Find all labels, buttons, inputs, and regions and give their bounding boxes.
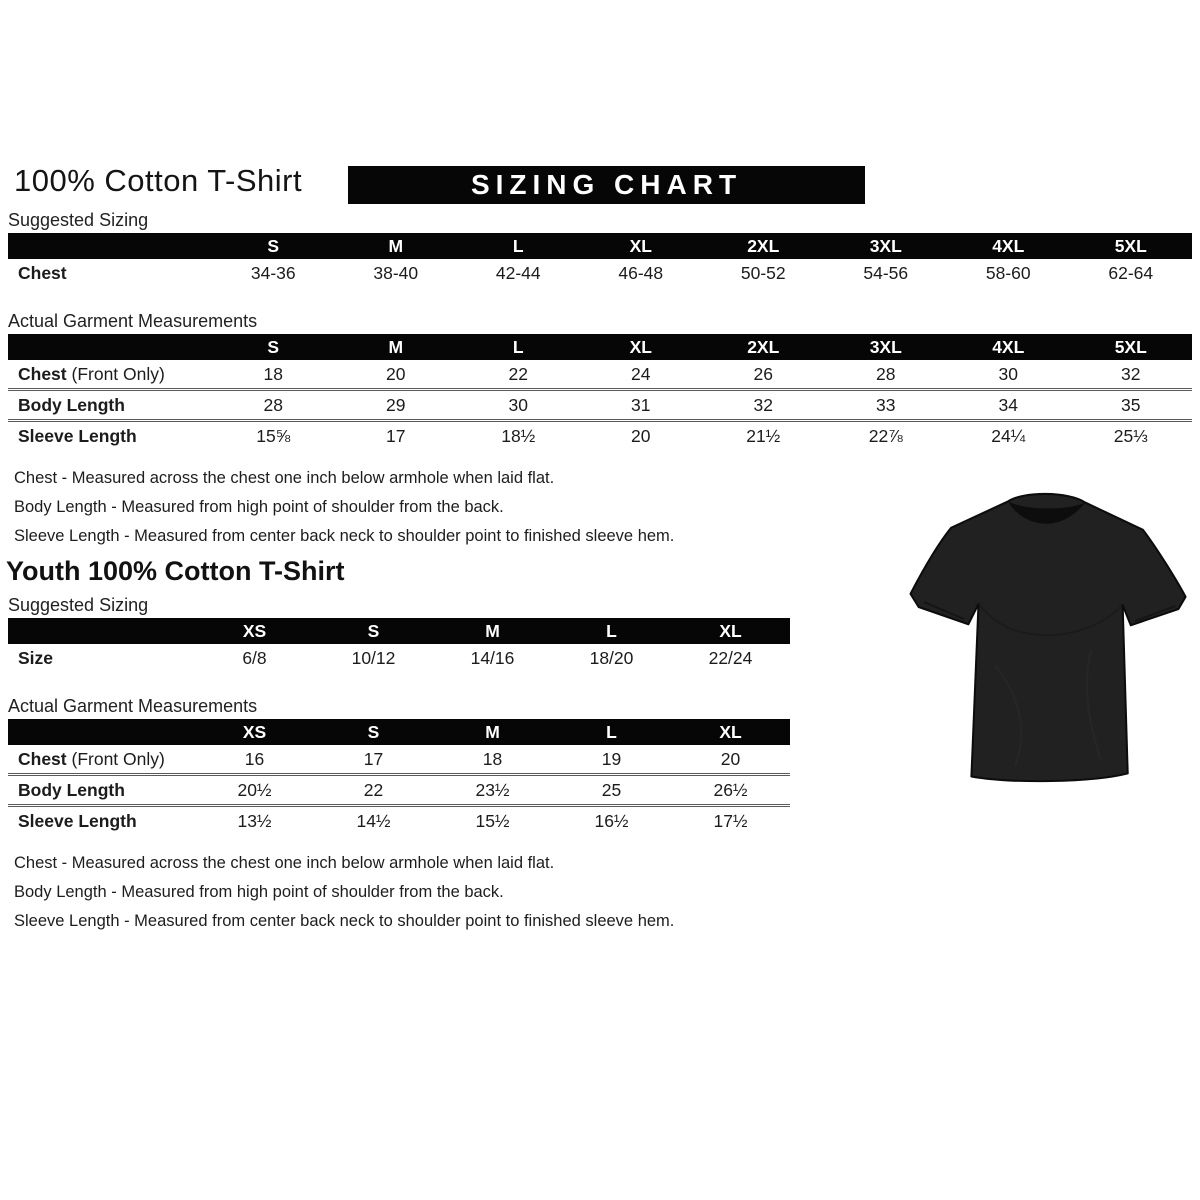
table-cell: 24¼ (991, 425, 1026, 446)
youth-measurement-notes (14, 849, 1200, 936)
column-header: S (212, 334, 335, 360)
table-row (8, 806, 790, 836)
column-header: L (552, 719, 671, 745)
table-cell: 22/24 (708, 647, 753, 668)
table-row (8, 775, 790, 806)
table-cell: 15½ (475, 810, 510, 831)
table-cell: 58-60 (985, 262, 1031, 283)
table-row (8, 360, 1192, 390)
tshirt-graphic (893, 472, 1198, 812)
table-cell: 23½ (433, 775, 552, 806)
table-cell: 24 (580, 360, 703, 390)
note-line: Chest - Measured across the chest one inch below armhole when laid flat. (14, 469, 555, 487)
youth-actual-measurements-label: Actual Garment Measurements (8, 696, 258, 716)
table-cell: 17 (314, 745, 433, 775)
table-cell: 29 (335, 390, 458, 421)
table-cell: 18½ (501, 425, 536, 446)
column-header: L (457, 233, 580, 259)
column-header: XS (195, 719, 314, 745)
corner-cell (8, 618, 195, 644)
column-header: XL (580, 334, 703, 360)
row-label: Sleeve Length (18, 810, 137, 831)
table-cell: 17 (386, 425, 406, 446)
row-label: Chest (Front Only) (8, 360, 212, 390)
column-header: 2XL (702, 334, 825, 360)
youth-suggested-sizing-table (8, 618, 790, 672)
table-cell: 33 (825, 390, 948, 421)
youth-suggested-sizing-label: Suggested Sizing (8, 595, 149, 615)
table-cell: 21½ (746, 425, 781, 446)
table-cell: 6/8 (242, 647, 267, 668)
row-label: Size (18, 647, 54, 668)
table-cell: 20 (631, 425, 651, 446)
table-cell: 28 (825, 360, 948, 390)
column-header: 5XL (1070, 334, 1193, 360)
table-row (8, 421, 1192, 451)
table-cell: 13½ (237, 810, 272, 831)
table-cell: 22 (314, 775, 433, 806)
column-header: XS (195, 618, 314, 644)
column-header: M (335, 334, 458, 360)
table-cell: 20 (335, 360, 458, 390)
table-cell: 18 (433, 745, 552, 775)
table-cell: 16½ (594, 810, 629, 831)
adult-suggested-sizing-label: Suggested Sizing (8, 210, 149, 230)
table-cell: 32 (702, 390, 825, 421)
column-header: 5XL (1070, 233, 1193, 259)
corner-cell (8, 334, 212, 360)
table-cell: 30 (947, 360, 1070, 390)
corner-cell (8, 233, 212, 259)
table-cell: 14/16 (470, 647, 515, 668)
row-label: Chest (Front Only) (8, 745, 195, 775)
table-cell: 26½ (671, 775, 790, 806)
note-line: Sleeve Length - Measured from center back neck to shoulder point to finished sleeve hem. (14, 912, 675, 930)
note-line: Chest - Measured across the chest one inch below armhole when laid flat. (14, 854, 555, 872)
adult-actual-measurements-table (8, 334, 1192, 450)
youth-actual-measurements-table (8, 719, 790, 835)
note-line: Body Length - Measured from high point of shoulder from the back. (14, 498, 504, 516)
sizing-chart-banner-text: SIZING CHART (470, 169, 743, 200)
youth-section-title: Youth 100% Cotton T-Shirt (6, 556, 345, 586)
table-cell: 31 (580, 390, 703, 421)
table-cell: 54-56 (863, 262, 909, 283)
table-cell: 17½ (713, 810, 748, 831)
table-row (8, 259, 1192, 287)
table-cell: 25⅓ (1113, 425, 1148, 446)
table-row (8, 644, 790, 672)
table-cell: 19 (552, 745, 671, 775)
table-cell: 32 (1070, 360, 1193, 390)
column-header: M (433, 618, 552, 644)
table-cell: 62-64 (1108, 262, 1154, 283)
column-header: L (457, 334, 580, 360)
table-cell: 46-48 (618, 262, 664, 283)
column-header: S (314, 618, 433, 644)
adult-actual-measurements-label: Actual Garment Measurements (8, 311, 258, 331)
column-header: 3XL (825, 334, 948, 360)
row-label: Chest (18, 262, 67, 283)
table-cell: 38-40 (373, 262, 419, 283)
table-cell: 18/20 (589, 647, 634, 668)
row-label: Body Length (8, 775, 195, 806)
table-header-row (8, 334, 1192, 360)
page-title: 100% Cotton T-Shirt (14, 163, 303, 198)
table-cell: 42-44 (495, 262, 541, 283)
column-header: 3XL (825, 233, 948, 259)
table-cell: 34 (947, 390, 1070, 421)
table-cell: 14½ (356, 810, 391, 831)
note-line: Body Length - Measured from high point of shoulder from the back. (14, 883, 504, 901)
table-cell: 18 (212, 360, 335, 390)
table-header-row (8, 719, 790, 745)
column-header: 2XL (702, 233, 825, 259)
table-header-row (8, 233, 1192, 259)
table-cell: 28 (212, 390, 335, 421)
table-header-row (8, 618, 790, 644)
table-cell: 30 (457, 390, 580, 421)
table-cell: 34-36 (250, 262, 296, 283)
column-header: S (212, 233, 335, 259)
column-header: XL (671, 719, 790, 745)
column-header: L (552, 618, 671, 644)
table-cell: 15⅝ (256, 425, 291, 446)
table-cell: 22⅞ (868, 425, 903, 446)
adult-suggested-sizing-table (8, 233, 1192, 287)
column-header: M (433, 719, 552, 745)
column-header: M (335, 233, 458, 259)
column-header: XL (580, 233, 703, 259)
table-cell: 26 (702, 360, 825, 390)
row-label: Sleeve Length (18, 425, 137, 446)
table-cell: 22 (457, 360, 580, 390)
table-cell: 25 (552, 775, 671, 806)
note-line: Sleeve Length - Measured from center back neck to shoulder point to finished sleeve hem. (14, 527, 675, 545)
column-header: S (314, 719, 433, 745)
table-cell: 35 (1070, 390, 1193, 421)
row-label: Body Length (8, 390, 212, 421)
column-header: 4XL (947, 334, 1070, 360)
column-header: 4XL (947, 233, 1070, 259)
sizing-chart-banner (348, 166, 865, 204)
table-cell: 50-52 (740, 262, 786, 283)
black-tshirt-image (893, 472, 1198, 812)
table-row (8, 390, 1192, 421)
corner-cell (8, 719, 195, 745)
column-header: XL (671, 618, 790, 644)
table-cell: 10/12 (351, 647, 396, 668)
table-cell: 20½ (195, 775, 314, 806)
page-header (14, 163, 1200, 204)
table-cell: 20 (671, 745, 790, 775)
table-cell: 16 (195, 745, 314, 775)
table-row (8, 745, 790, 775)
